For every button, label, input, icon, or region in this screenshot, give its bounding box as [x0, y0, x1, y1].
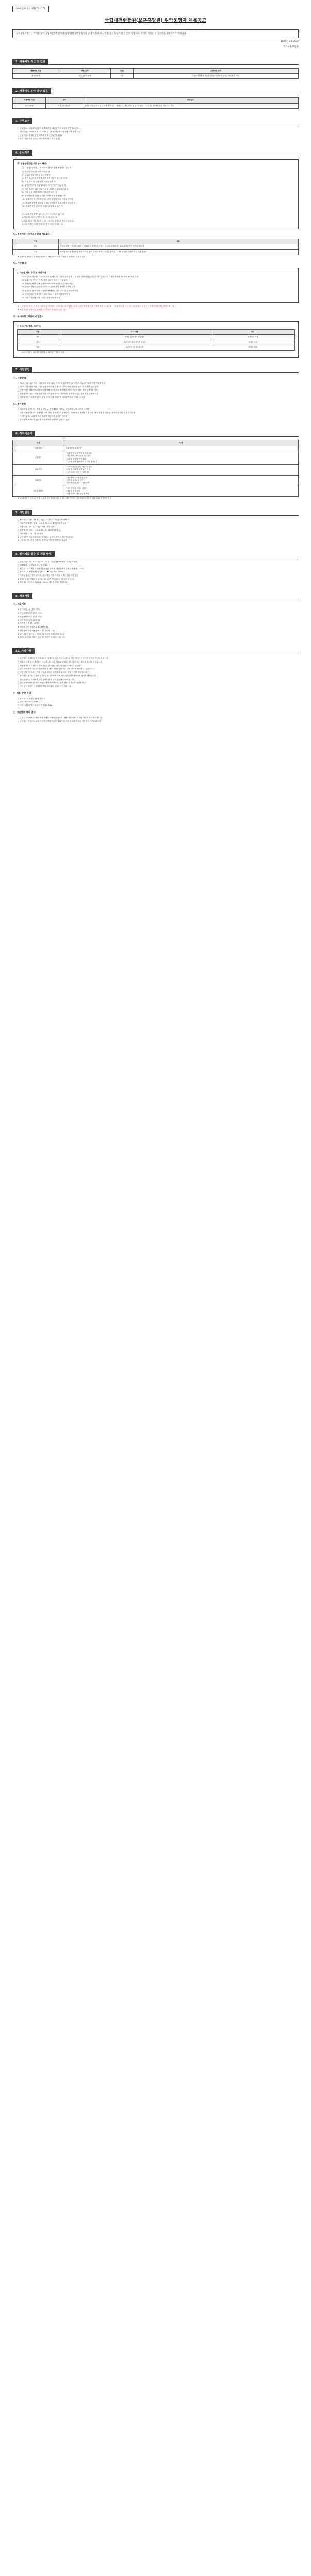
table-cell: 숙박업 또는 관광숙박업 운영 경력자, 관련 자격증 소지자, 국가유공자 및 그 가족 등 관련 법령에 따른 우대 대상자	[58, 249, 298, 255]
table-row	[13, 74, 299, 79]
list-item: 5) 시설 관리 및 고객 응대 능력을 갖춘 자	[22, 181, 56, 183]
list-item: ○ 면접시험은 위원별로 평정요소에 대해 상·중·하로 평가하며, 합격 기준에 따라 최종 합격자를 결정	[18, 389, 98, 392]
section-4-title	[12, 150, 299, 156]
subsection-title: 나. 평가항목	[13, 403, 26, 406]
section-5-title	[12, 367, 299, 373]
table-cell: 증빙서류 제출	[211, 334, 294, 340]
table-row	[18, 345, 295, 350]
list-item: ○ 접수방법 : 등기우편 또는 방문접수	[18, 564, 48, 566]
note-text: ※ 제출서류의 기재사항이 사실과 다를 경우 불이익을 받을 수 있습니다.	[22, 219, 75, 222]
intro-box	[12, 29, 299, 38]
red-notice: ※ 보훈대상자 증빙서류 미제출 시 가점이 적용되지 않습니다.	[18, 309, 67, 311]
table-cell: 휴양원 시설물 관리 및 투숙객 관리 업무 · 예약관리, 객실 청소 및 침구류 관리 · 시설 점검 및 안전관리, 기타 부대 업무	[83, 103, 298, 108]
table-header: 구분	[18, 329, 58, 334]
notice-headline: 국가보훈부 공고 제2025 - 17호	[12, 6, 49, 12]
table-cell: 1명	[111, 74, 134, 79]
list-item: ① 취업지원대상자: 「국가유공자 등 예우 및 지원에 관한 법률」 등 관련 법령에 따른 취업지원대상자는 각 단계별 만점의 5% 또는 10%를 가산	[22, 276, 139, 278]
job-description-table	[12, 440, 299, 497]
list-item: ○ 접수처 : 국가보훈부 국립대전현충원 관리과 (대전광역시 유성구 현충원로 251)	[18, 567, 84, 570]
table-header: 내용	[58, 239, 298, 244]
list-item: ○ 응시자는 공고문 내용을 숙지하고 응시하여야 하며, 미숙지로 인한 불이익은 응시자 책임입니다.	[18, 674, 97, 677]
duty-table	[12, 97, 299, 109]
list-item: ○ 보수 : 위탁운영 수익금으로 충당 (별도 보수 없음)	[18, 138, 60, 140]
table-cell: 경력	[18, 334, 58, 340]
table-row	[13, 103, 299, 108]
list-item: ① 응시원서 1부 (별지 서식)	[18, 608, 41, 611]
list-item: ○ 면접시험 평가항목 : 공직자로서의 자세, 전문지식과 응용능력, 의사표현의 정확성과 논리성, 예의·품행 및 성실성, 창의력·의지력 및 발전 가능성	[18, 412, 136, 414]
list-item: ○ 계약기간 : 2025. 3. 1. ~ 2027. 2. 28. (2년), 평가결과에 따라 연장 가능	[18, 130, 80, 133]
list-item: ③ 운영계획서 1부 (자유 서식)	[18, 615, 42, 618]
section-1-label: 1. 채용예정 직급 및 인원	[12, 59, 48, 65]
section-3-title	[12, 118, 299, 124]
list-item: 11) 휴양원 운영에 필요한 시설물 및 비품의 유지관리가 가능한 자	[22, 201, 76, 204]
list-item: ○ 최종합격자 발표 : '25. 2. 19.(수) 예정 (개별 통보)	[18, 529, 61, 532]
intro-text: 국가보훈부에서는 아래와 같이 국립대전현충원(보훈휴양원)의 위탁운영자를 공개 모집하오니, 관심 있는 분들의 많은 응모 바랍니다. 자세한 사항은 본 공고문을 참조하시기 바랍니다.	[16, 32, 187, 35]
preference-table	[17, 329, 295, 351]
section-2-label: 2. 채용예정 분야 담당 업무	[12, 88, 51, 94]
list-item: ○ 이메일 접수는 받지 않으며, 접수 마감 이후 도착한 서류는 접수하지 않음	[18, 574, 78, 577]
list-item: ○ 전화 : 042-820-7000	[18, 701, 39, 703]
section-3-label: 3. 근무조건	[12, 118, 32, 124]
subsection-title: □ 채용 관련 문의	[13, 692, 31, 695]
table-header: 인원	[111, 68, 134, 73]
section-2-title	[12, 88, 299, 94]
table-cell: 위탁운영자	[13, 74, 59, 79]
table-cell: 자격증 사본	[211, 340, 294, 345]
list-item: ⑥ 가산점 관련 증빙서류는 원서 접수 시 함께 제출하여야 함	[22, 293, 71, 295]
note-text: ※ 우대사항 해당자는 증빙서류를 반드시 제출하여야 하며, 미제출 시 불이익이 있을 수 있음	[18, 255, 86, 258]
list-item: 3) 남자의 경우 병역필 또는 면제자	[22, 174, 51, 176]
list-item: ③ 가산점은 해당 단계 만점의 40% 이상 득점자에 한하여 적용	[22, 282, 73, 285]
table-cell: 확인서 제출	[211, 345, 294, 350]
list-item: ○ 시험 일정 및 장소는 기관 사정에 의하여 변경될 수 있으며, 변경 시 개별 통보합니다.	[18, 671, 88, 674]
subsection-title: 가. 시험방법	[13, 377, 26, 380]
list-item: 8) 기타 채용 관련 법령에 저촉되지 않는 자	[22, 191, 57, 194]
table-cell: 보훈휴양원 위탁운영	[64, 446, 298, 451]
table-cell: · 숙박시설 운영 관련 법규 및 규정 · 시설물 관리 및 위생 관리 지식 · 고객서비스 및 응대 관련 지식	[64, 465, 298, 476]
list-item: ○ 위탁운영에 필요한 세부 사항은 계약서에 따르며, 계약 체결 시 별도로 안내합니다.	[18, 682, 86, 684]
list-item: ○ 각 평가항목은 위원별 채점 결과를 합산하여 평균을 산출함	[18, 415, 67, 417]
section-5-label: 5. 시험방법	[12, 367, 32, 373]
table-cell: 숙박업 운영 경력 3년 이상	[58, 334, 211, 340]
table-cell: 보훈가족 및 국가유공자	[58, 345, 211, 350]
list-item: 6) 위탁운영 계약 체결일로부터 즉시 근무가 가능한 자	[22, 184, 66, 187]
subsection-title: 가. 제출서류	[13, 603, 26, 606]
common-requirements-box	[13, 159, 299, 229]
list-item: 12) 정해진 운영 규정 및 지침을 준수할 수 있는 자	[22, 205, 63, 208]
table-cell: 공고일 현재 「국가공무원법」 제33조의 결격사유가 없는 자로서, 위탁운영에 필요한 기본적인 자격을 갖춘 자	[58, 244, 298, 249]
note-text: ※ 우대사항은 서류전형 및 면접 시 평가에 반영될 수 있음	[22, 351, 65, 353]
subsection-title: □ 개인정보 처리 안내	[13, 711, 36, 714]
list-item: ○ 위탁운영자는 국가보훈부의 운영지침 및 관리·감독에 따라야 합니다.	[18, 678, 75, 681]
table-header: 분야	[46, 98, 83, 103]
preference-box	[13, 321, 299, 358]
list-item: ○ 제출된 서류 및 기재사항이 사실과 다르거나, 허위로 판명된 경우 합격 또는 계약을 취소할 수 있습니다.	[18, 660, 103, 663]
list-item: ○ 주소 : 대전광역시 유성구 현충원로 251	[18, 704, 52, 707]
table-cell: 직무수행태도	[13, 486, 64, 497]
table-cell: · 고객 중심의 서비스 마인드 · 책임감 및 성실성 · 보훈가족에 대한 존중과 배려	[64, 486, 298, 497]
table-row	[13, 475, 299, 486]
section-1-title	[12, 59, 299, 65]
table-header: 우대 내용	[58, 329, 211, 334]
section-8-label: 8. 원서제출 접수 및 제출 방법	[12, 551, 55, 557]
list-item: ○ 예비합격자 : 최종합격자의 임용 포기 등에 대비하여 예비합격자를 선정할 수 있음	[18, 396, 86, 398]
table-cell: 주요업무	[13, 451, 64, 465]
recruitment-position-table	[12, 68, 299, 79]
table-cell: 위탁운영자	[13, 103, 46, 108]
list-item: ○ 서류전형 평가항목 : 경력 및 전문성, 운영계획의 적정성, 시설관리 능력, 고객응대 역량	[18, 408, 90, 411]
list-item: ④ 가산점 적용은 본인이 신청하고 증빙서류를 제출한 경우에 한함	[22, 286, 75, 289]
list-item: ○ 면접시험 : '25. 2. 14.(금) 예정 (개별 통보)	[18, 526, 56, 528]
table-row	[13, 446, 299, 451]
table-row	[18, 334, 295, 340]
section-9-title	[12, 593, 299, 599]
table-cell: 필요기술	[13, 475, 64, 486]
list-item: ○ 근무시간 : 휴양원 운영시간 내 자율 운영 (연중무휴)	[18, 134, 62, 137]
list-item: ⑥ 가산점 관련 증빙서류 1부 (해당자)	[18, 626, 48, 629]
table-header: 근무예정 위치	[133, 68, 298, 73]
list-item: 10) 보훈가족 및 국가유공자는 관련 법령에 따라 가점을 부여함	[22, 198, 73, 200]
red-notice: ※ 「국가유공자 등 예우 및 지원에 관한 법률」 등에 따른 취업지원대상자는 관련 법령에 따라 가점을 받을 수 있으며, 가점을 받고자 하는 자는 원서 접수 시 반드시 증빙서류를 제출하여야 합니다.	[18, 305, 175, 308]
table-cell: 기타	[18, 345, 58, 350]
table-header: 채용예정 직급	[13, 68, 59, 73]
list-item: ○ 응시자가 적격자가 없는 경우 합격자를 선발하지 않을 수 있음	[18, 418, 70, 421]
section-6-label: 6. 직무기술서	[12, 431, 35, 437]
note-text: ※ 방문 접수 시 근무시간(09:00~18:00) 내에 접수하시기 바랍니다.	[18, 581, 69, 584]
table-cell: 자격	[18, 340, 58, 345]
section-4-label: 4. 응시자격	[12, 150, 32, 156]
section-8-title	[12, 551, 299, 557]
list-item: ② 자기소개서 1부 (별지 서식)	[18, 612, 42, 615]
bonus-points-box	[13, 268, 299, 303]
list-item: ○ 기타 문의사항은 국립대전현충원 관리과로 문의하시기 바랍니다.	[18, 685, 72, 688]
note-text: ※ 상기 일정은 기관 사정에 따라 변경될 수 있으며, 변경 시 개별 통보합니다.	[18, 536, 74, 538]
note-text: ※ 보훈휴양원은 국가유공자 및 그 유족 등의 휴양을 위한 시설로, 위탁운영자는 관련 법령 및 지침에 따라 성실히 운영하여야 함	[18, 497, 111, 500]
table-header: 내용	[64, 440, 298, 446]
table-cell: 채용분야	[13, 446, 64, 451]
table-header: 구분	[13, 239, 59, 244]
section-7-label: 7. 시험일정	[12, 510, 32, 516]
subsection-title: 나. 결격사유 (국가공무원법 제33조)	[13, 233, 51, 236]
box-title: □ 가산점 적용 대상 및 가점 비율	[17, 270, 46, 274]
list-item: ○ 원서접수 기간 : '25. 1. 24.(금) ~ '25. 2. 7.(금) 18:00까지	[18, 518, 70, 521]
table-row	[13, 465, 299, 476]
list-item: ⑤ 자격증 사본 1부 (해당자)	[18, 622, 41, 625]
note-text: ※ 모든 서류는 원본 또는 원본대조필 사본을 제출하여야 합니다.	[18, 633, 65, 635]
box-title: □ 우대사항(경력, 자격 등)	[17, 324, 41, 327]
list-item: ⑤ 동일인이 둘 이상의 가산점에 해당하는 경우 유리한 것 하나만 적용	[22, 290, 78, 292]
section-9-label: 9. 채용서류	[12, 593, 32, 599]
table-cell: 보훈휴양원 운영	[59, 74, 110, 79]
list-item: ○ 제1차 시험(서류전형) : 채용분야 관련 경력, 자격, 자기소개서 등을 종합적으로 평가하여 적격 여부를 결정	[18, 382, 106, 384]
table-cell: 필요지식	[13, 465, 64, 476]
note-text: ※ 공고일 현재 결격사유가 있는 자는 응시할 수 없습니다.	[22, 213, 65, 216]
table-header: 담당업무	[83, 98, 298, 103]
section-10-label: 10. 기타사항	[12, 648, 35, 654]
list-item: ○ 계약 체결 : '25. 2월 말 예정	[18, 532, 43, 535]
list-item: ○ 문의처 : 국립대전현충원 관리과 (☎ 042-820-7000)	[18, 571, 64, 573]
list-item: ② 장애인 및 장애인 가족: 관련 법령에 따라 가산점 부여	[22, 279, 68, 281]
work-conditions-list	[12, 127, 299, 141]
table-cell: 우대	[13, 249, 59, 255]
list-item: ④ 경력증명서 1부 (해당자)	[18, 619, 40, 621]
table-cell: 국립대전현충원 보훈휴양원(대전광역시 유성구 현충원로 251)	[133, 74, 298, 79]
list-item: ○ 근무장소 : 국립대전현충원 보훈휴양원 (대전광역시 유성구 현충원로 251)	[18, 127, 80, 130]
table-cell: · 예약관리 시스템 운용 능력 · 시설물 유지보수 능력 · 문서작성 및 컴퓨터 활용 능력	[64, 475, 298, 486]
table-row	[13, 249, 299, 255]
table-header: 채용예정 직급	[13, 98, 46, 103]
list-item: ○ 위탁운영 계약 기간 중 관련 법령 및 계약 조건을 위반하는 경우 계약을 해지할 수 있습니다.	[18, 668, 93, 670]
list-item: ○ 최종합격자라 하더라도 결격사유가 발견되는 경우 합격을 취소할 수 있습니다.	[18, 664, 83, 667]
table-row	[13, 244, 299, 249]
table-cell: 필수	[13, 244, 59, 249]
list-item: ○ 제2차 시험(면접시험) : 서류전형 합격자를 대상으로 직무수행에 필요한 능력 및 적격성 등을 평가	[18, 385, 99, 388]
list-item: ⑦ 기타 가산점에 관한 사항은 관계 법령에 따름	[22, 296, 60, 299]
subsection-title: 다. 가산점 등	[13, 262, 27, 265]
list-item: ○ 수집된 개인정보는 채용 목적 외에는 사용하지 않으며, 채용 절차 종료 후 관련 법령에 따라 파기합니다.	[18, 716, 103, 719]
table-header: 구분	[13, 440, 64, 446]
disqualification-table	[12, 239, 299, 255]
list-item: 2) 공고일 현재 만 18세 이상인 자	[22, 170, 50, 173]
list-item: ○ 서류전형 합격자 발표 : '25. 2. 12.(수) 예정 (개별 통보)	[18, 522, 66, 524]
note-text: ※ 제출된 서류는 반환하지 않으며, 채용 관련 목적 외에는 사용하지 않습니다.	[18, 578, 75, 580]
intro-date: 2025년 1월 24일	[280, 40, 299, 43]
table-cell: · 휴양원 객실 예약 및 투숙객 관리 · 객실 청소, 세탁 및 침구류 관리 · 시설물 점검 및 안전관리 · 휴양원 운영 관련 각종 보고 및 행정업무	[64, 451, 298, 465]
list-item: ⑦ 개인정보 수집·이용 동의서 1부 (별지 서식)	[18, 629, 55, 632]
table-header: 비고	[211, 329, 294, 334]
section-6-title	[12, 431, 299, 437]
list-item: 1) 「국가공무원법」 제33조의 결격사유에 해당하지 않는 자	[22, 167, 72, 170]
list-item: ○ 응시자는 개인정보 수집·이용에 동의하지 않을 권리가 있으나, 동의하지 않을 경우 응시가 제한됩니다.	[18, 720, 102, 722]
document-title: 국립대전현충원(보훈휴양원) 위탁운영자 채용공고	[104, 18, 207, 23]
intro-org: 국가보훈부장관	[283, 45, 299, 48]
table-cell: 보훈휴양원 운영	[46, 103, 83, 108]
note-text: ※ 기타 자세한 사항은 담당자에게 문의하시기 바랍니다.	[22, 223, 64, 225]
table-row	[13, 486, 299, 497]
list-item: ○ 문의처 : 국립대전현충원 관리과	[18, 697, 46, 700]
list-item: ○ 최종합격자 결정 : 면접시험 결과 고득점자 순으로 결정하되, 동점자가 있는 경우 관련 규정에 따름	[18, 393, 99, 395]
list-item: 4) 최근 5년 이내 숙박업 관련 운영 경험이 있는 자 우대	[22, 177, 67, 180]
list-item: 7) 관련 법령에 따른 영업신고 및 사업자등록이 가능한 자	[22, 188, 69, 190]
list-item: 9) 응시원서 접수마감일 기준 자격요건을 충족하는 자	[22, 195, 66, 197]
note-text: ※ 제출서류에 허위 사실이 있을 경우 합격이 취소될 수 있습니다.	[18, 636, 66, 638]
list-item: ○ 접수기간 : '25. 1. 24.(금) ~ '25. 2. 7.(금) 18:00까지 (도착분에 한함)	[18, 561, 78, 563]
note-text: ※ 허위서류 제출 시 합격이 취소될 수 있습니다.	[22, 216, 58, 219]
table-cell: 관광·숙박 관련 자격증 소지자	[58, 340, 211, 345]
table-header: 채용 분야	[59, 68, 110, 73]
section-7-title	[12, 510, 299, 516]
table-row	[13, 451, 299, 465]
subsection-title: 가. 공통자격요건(모든 분야 해당)	[17, 162, 47, 165]
list-item: ○ 응시자는 응시원서 및 제출서류의 기재사항 착오 또는 누락으로 인한 불이익은 응시자 본인의 책임으로 합니다.	[18, 657, 109, 660]
table-row	[18, 340, 295, 345]
subsection-title: 라. 우대사항 (해당자에 한함)	[13, 315, 43, 318]
section-10-title	[12, 648, 299, 654]
note-text: ※ 시험 장소 및 시간은 서류전형 합격자에 한하여 개별 통보합니다.	[18, 539, 68, 541]
